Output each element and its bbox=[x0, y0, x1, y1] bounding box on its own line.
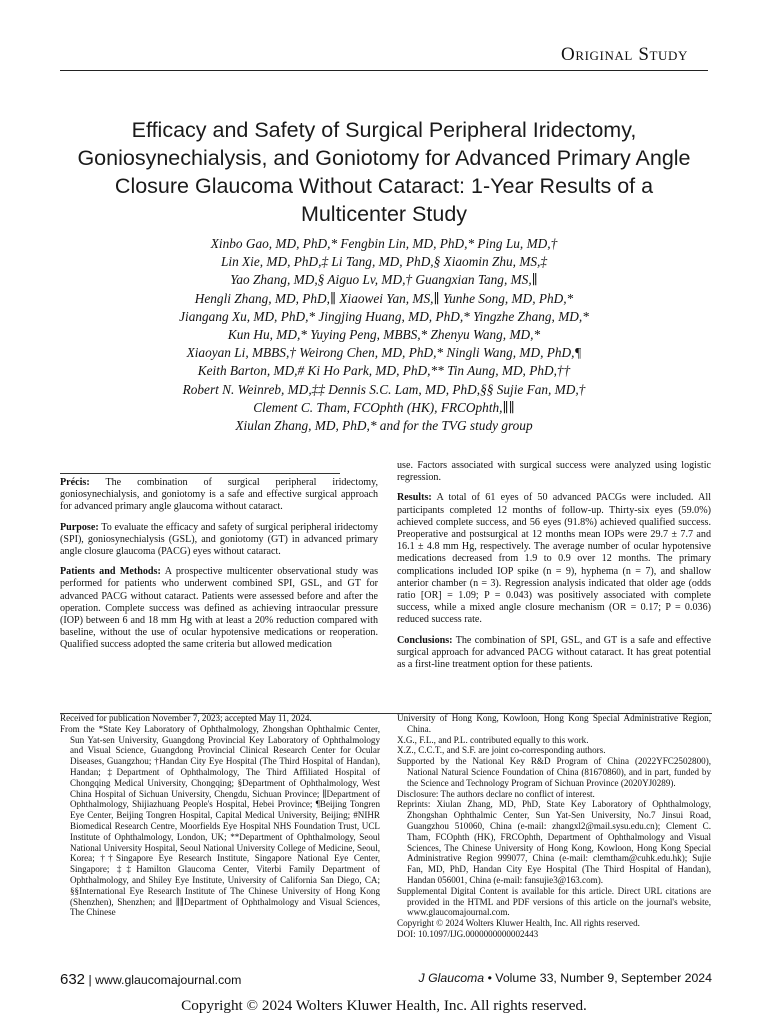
results-text: A total of 61 eyes of 50 advanced PACGs were included. All participants completed 12 months of follow-up. Thirty-six eyes (59.0%) achieved complete success, and 56 eyes (91.8%) achieved qualified success. Preoperative and postsurgical at 12 months mean IOPs were 29.7 ± 7.7 and 16.1 ± 4.8 mm Hg, respectively. The average number of ocular hypotensive medications decreased from 1.9 to 0.9 over 12 months. The primary complications included IOP spike (n = 9), hyphema (n = 7), and shallow anterior chamber (n = 3). Regression analysis indicated that older age (odds ratio [OR] = 1.09; P = 0.043) was positively associated with complete success, while a mixed angle closure mechanism (OR = 0.17; P = 0.036) reduced success rate. bbox=[397, 492, 711, 626]
running-header bbox=[60, 44, 708, 74]
article-title: Efficacy and Safety of Surgical Peripheral Iridectomy, Goniosynechialysis, and Goniotomy for Advanced Primary Angle Closure Glaucoma Without Cataract: 1-Year Results of a Multicenter Study bbox=[77, 118, 691, 226]
methods-text: A prospective multicenter observational study was performed for patients who underwent combined SPI, GSL, and GT for advanced PACG without cataract. Patients were assessed before and after the operation. Complete success was defined as achieving intraocular pressure (IOP) between 6 and 18 mm Hg with at least a 20% reduction compared with baseline, without the use of ocular hypotensive medications or reoperation. Qualified success adopted the same criteria but allowed medication bbox=[60, 566, 379, 651]
footer-right bbox=[419, 971, 712, 985]
precis-text: The combination of surgical peripheral iridectomy, goniosynechialysis, and goniotomy is a safe and effective surgical approach for advanced primary angle glaucoma without cataract. bbox=[60, 477, 379, 513]
footnote-received: Received for publication November 7, 2023; accepted May 11, 2024. bbox=[60, 713, 312, 723]
page-footer bbox=[60, 971, 712, 989]
abstract-precis bbox=[60, 477, 378, 514]
footnote-copyright: Copyright © 2024 Wolters Kluwer Health, Inc. All rights reserved. bbox=[397, 918, 640, 929]
footnote-funding: Supported by the National Key R&D Program of China (2022YFC2502800), National Natural Science Foundation of China (81670860), and in part, funded by the Science and Technology Program of Sichuan Province (2020YJ0289). bbox=[397, 756, 711, 788]
author-line: Keith Barton, MD,# Ki Ho Park, MD, PhD,** Tin Aung, MD, PhD,†† bbox=[197, 363, 571, 379]
footnotes-right-column bbox=[397, 713, 711, 940]
footer-left bbox=[60, 971, 241, 988]
footnote-doi: DOI: 10.1097/IJG.0000000000002443 bbox=[397, 928, 539, 939]
footnote-disclosure: Disclosure: The authors declare no conflict of interest. bbox=[397, 788, 595, 799]
section-label: Original Study bbox=[561, 44, 688, 65]
journal-name: J Glaucoma bbox=[418, 971, 485, 985]
abstract-purpose bbox=[60, 522, 378, 559]
author-line: Yao Zhang, MD,§ Aiguo Lv, MD,† Guangxian Tang, MS,∥ bbox=[230, 272, 538, 288]
abstract-rule bbox=[60, 473, 340, 474]
abstract-results bbox=[397, 492, 711, 626]
purpose-text: To evaluate the efficacy and safety of surgical peripheral iridectomy (SPI), goniosynechialysis (GSL), and goniotomy (GT) in advanced primary angle closure glaucoma (PACG) eyes without cataract. bbox=[60, 521, 378, 558]
footnote-equal-contribution: X.G., F.L., and P.L. contributed equally to this work. bbox=[397, 734, 589, 745]
author-line: Hengli Zhang, MD, PhD,∥ Xiaowei Yan, MS,∥ Yunhe Song, MD, PhD,* bbox=[194, 290, 574, 306]
journal-website: www.glaucomajournal.com bbox=[95, 973, 242, 987]
copyright-bar: Copyright © 2024 Wolters Kluwer Health, Inc. All rights reserved. bbox=[181, 997, 587, 1014]
page-number: 632 bbox=[60, 971, 86, 988]
footnote-reprints: Reprints: Xiulan Zhang, MD, PhD, State Key Laboratory of Ophthalmology, Zhongshan Ophthalmic Center, Sun Yat-Sen University, No.7 Jinsui Road, Guangzhou 510060, China (e-mail: zhangxl2@mail.sysu.edu.cn); Clement C. Tham, FCOphth (HK), FRCOphth, Department of Ophthalmology and Visual Sciences, The Chinese University of Hong Kong, Kowloon, Hong Kong Special Administrative Region 999077, China (e-mail: clemtham@cuhk.edu.hk); Sujie Fan, MD, PhD, Handan City Eye Hospital (The Third Hospital of Handan), Handan 056001, China (e-mail: fansujie3@163.com). bbox=[397, 799, 711, 885]
conclusions-label: Conclusions: bbox=[397, 634, 453, 646]
author-line: Clement C. Tham, FCOphth (HK), FRCOphth,∥∥ bbox=[253, 399, 515, 415]
abstract-right-column bbox=[397, 460, 711, 679]
purpose-label: Purpose: bbox=[60, 521, 99, 533]
author-line: Xiaoyan Li, MBBS,† Weirong Chen, MD, PhD,* Ningli Wang, MD, PhD,¶ bbox=[186, 345, 582, 361]
header-rule bbox=[60, 70, 708, 71]
conclusions-text: The combination of SPI, GSL, and GT is a safe and effective surgical approach for advanced PACG without cataract. It has great potential as a first-line treatment option for these patients. bbox=[397, 634, 711, 671]
footer-separator: | bbox=[85, 973, 96, 987]
abstract-conclusions bbox=[397, 635, 711, 672]
abstract-left-column bbox=[60, 477, 378, 660]
methods-label: Patients and Methods: bbox=[60, 566, 161, 578]
results-label: Results: bbox=[397, 492, 432, 504]
precis-label: Précis: bbox=[60, 477, 90, 488]
author-line: Xinbo Gao, MD, PhD,* Fengbin Lin, MD, PhD,* Ping Lu, MD,† bbox=[210, 236, 558, 251]
abstract-methods bbox=[60, 566, 378, 651]
author-line: Kun Hu, MD,* Yuying Peng, MBBS,* Zhenyu Wang, MD,* bbox=[227, 327, 541, 343]
footnote-corresponding: X.Z., C.C.T., and S.F. are joint co-corresponding authors. bbox=[397, 745, 606, 756]
footnote-affiliations: From the *State Key Laboratory of Ophthalmology, Zhongshan Ophthalmic Center, Sun Yat-sen University, Guangdong Provincial Key Laboratory of Ophthalmology and Visual Science, Guangdong Provincial Clinical Research Center for Ocular Diseases, Guangzhou; †Handan City Eye Hospital (The Third Hospital of Handan), Handan; ‡Department of Ophthalmology, The Third Affiliated Hospital of Chongqing Medical University, Chongqing; §Department of Ophthalmology, West China Hospital of Sichuan University, Chengdu, Sichuan Province; ∥Department of Ophthalmology, Shijiazhuang People's Hospital, Hebei Province; ¶Beijing Tongren Eye Center, Beijing Tongren Hospital, Capital Medical University, Beijing; #NIHR Biomedical Research Centre, Moorfields Eye Hospital NHS Foundation Trust, UCL Institute of Ophthalmology, London, UK; **Department of Ophthalmology, Seoul National University Hospital, Seoul National University College of Medicine, Seoul, Korea; ††Singapore Eye Research Institute, Singapore National Eye Center, Singapore; ‡‡Hamilton Glaucoma Center, Viterbi Family Department of Ophthalmology, and Shiley Eye Institute, University of California San Diego, CA; §§International Eye Research Institute of The Chinese University of Hong Kong (Shenzhen), Shenzhen; and ∥∥Department of Ophthalmology and Visual Sciences, The Chinese bbox=[60, 723, 380, 918]
abstract-methods-continued: use. Factors associated with surgical success were analyzed using logistic regression. bbox=[397, 460, 711, 484]
journal-issue: • Volume 33, Number 9, September 2024 bbox=[484, 971, 712, 985]
author-line: Lin Xie, MD, PhD,‡ Li Tang, MD, PhD,§ Xiaomin Zhu, MS,‡ bbox=[220, 254, 548, 270]
author-line: Robert N. Weinreb, MD,‡‡ Dennis S.C. Lam, MD, PhD,§§ Sujie Fan, MD,† bbox=[182, 381, 586, 397]
author-list bbox=[80, 235, 688, 435]
footnotes-left-column bbox=[60, 713, 380, 918]
author-line: Jiangang Xu, MD, PhD,* Jingjing Huang, MD, PhD,* Yingzhe Zhang, MD,* bbox=[179, 308, 589, 324]
author-line: Xiulan Zhang, MD, PhD,* and for the TVG study group bbox=[235, 418, 533, 434]
footnote-affiliations-continued: University of Hong Kong, Kowloon, Hong Kong Special Administrative Region, China. bbox=[397, 713, 711, 734]
footnote-supplemental: Supplemental Digital Content is available for this article. Direct URL citations are provided in the HTML and PDF versions of this article on the journal's website, www.glaucomajournal.com. bbox=[397, 885, 711, 918]
